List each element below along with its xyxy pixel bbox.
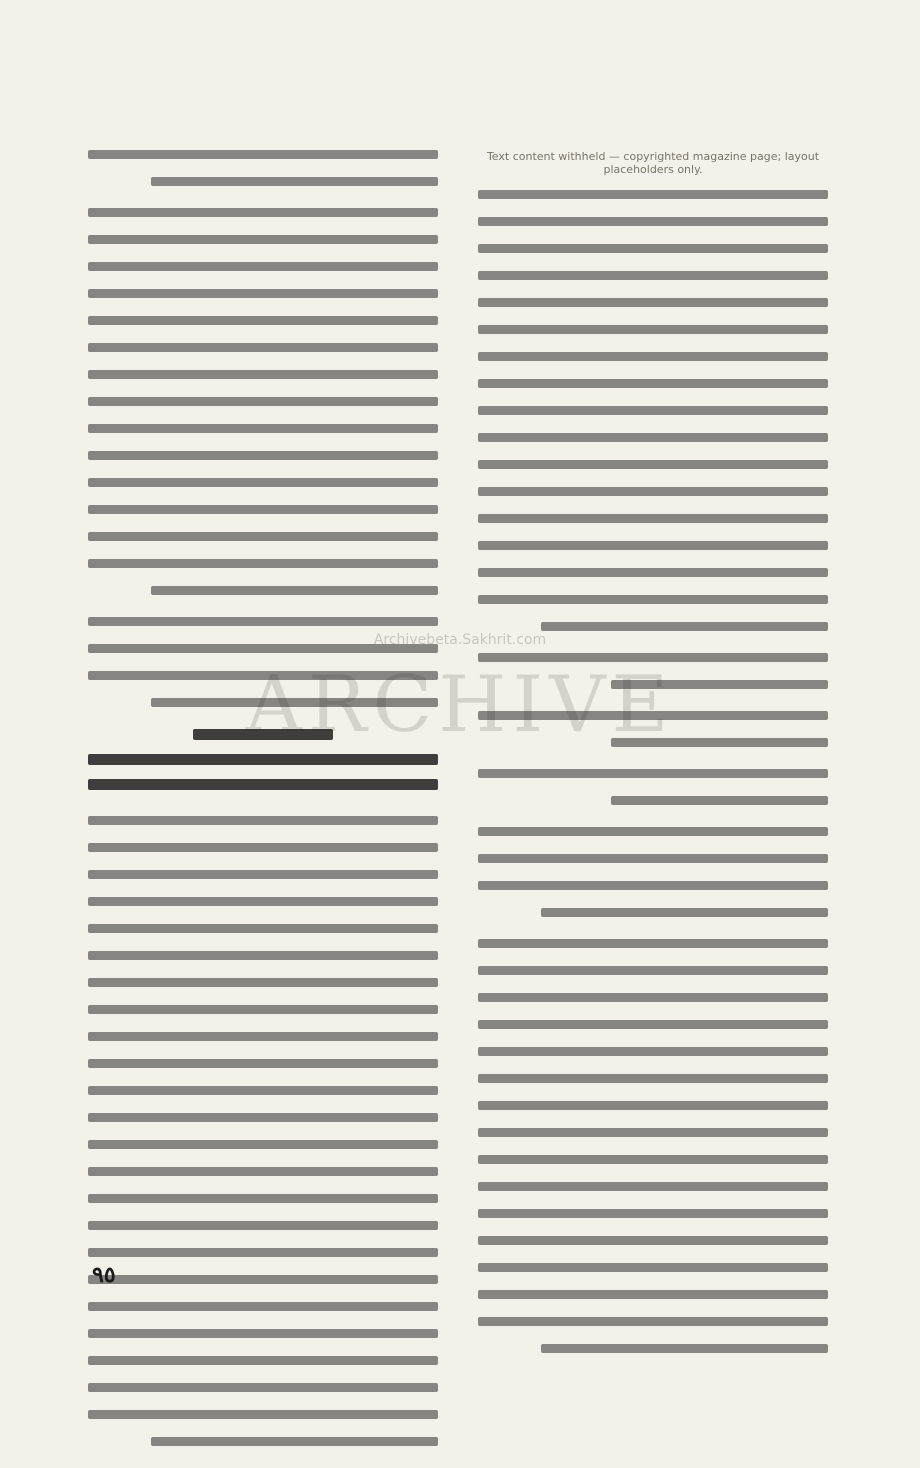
section-heading <box>88 729 438 790</box>
paragraph <box>478 711 828 747</box>
paragraph <box>478 939 828 1353</box>
watermark: ARCHIVE <box>245 660 675 750</box>
paragraph <box>88 208 438 595</box>
paragraph <box>478 827 828 917</box>
page-number: ٩٥ <box>92 1262 116 1288</box>
paragraph <box>478 769 828 805</box>
placeholder-note: Text content withheld — copyrighted magazine page; layout placeholders only. <box>486 150 820 176</box>
paragraph <box>88 617 438 707</box>
paragraph <box>478 190 828 631</box>
watermark-url: Archivebeta.Sakhrit.com <box>373 632 547 648</box>
paragraph <box>478 653 828 689</box>
paragraph <box>88 816 438 1446</box>
column-right <box>478 150 828 1375</box>
paragraph <box>88 150 438 186</box>
column-left <box>88 150 438 1468</box>
